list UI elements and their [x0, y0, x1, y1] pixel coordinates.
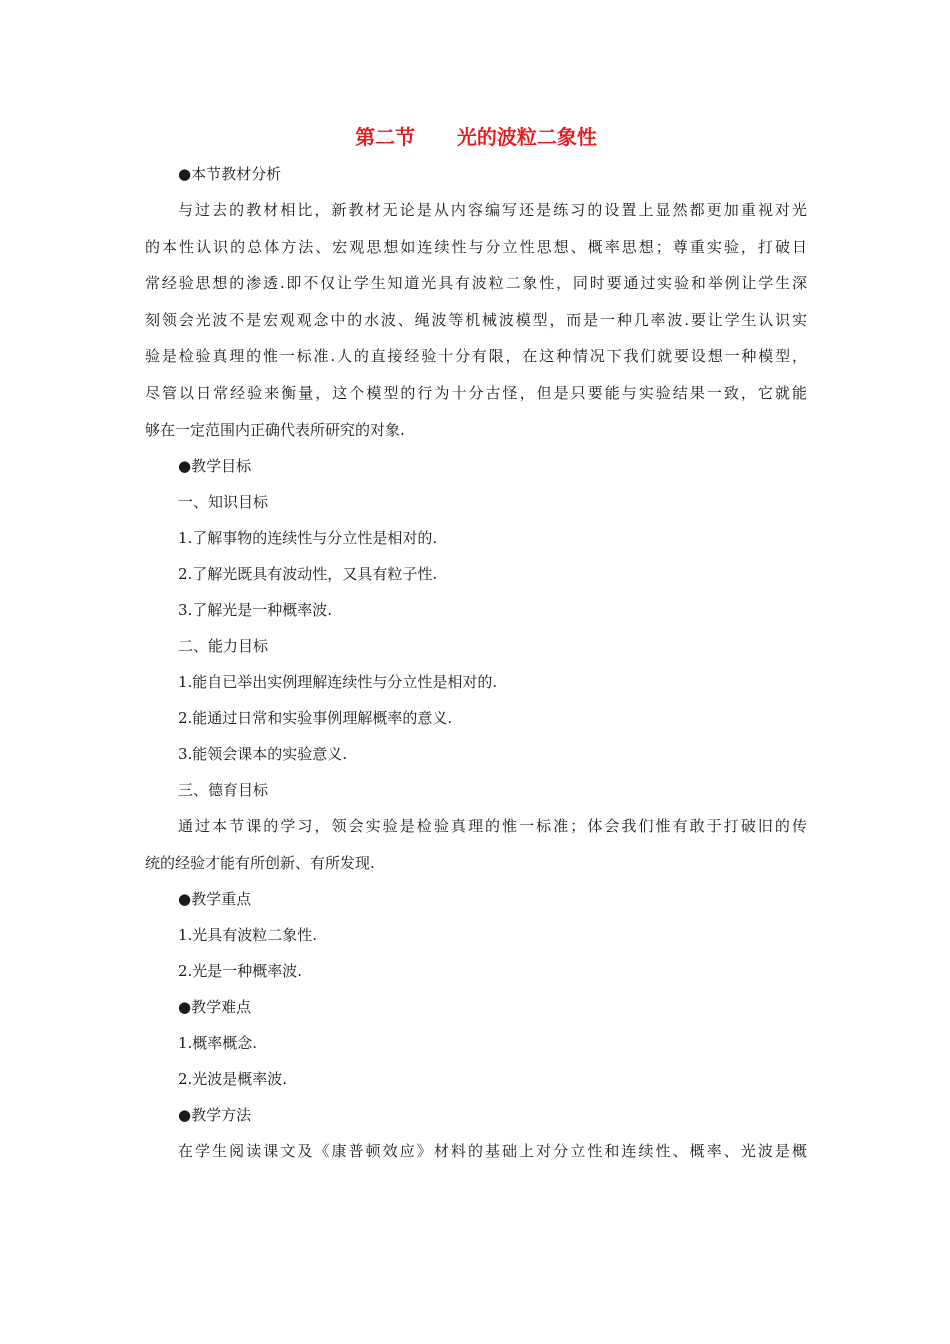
list-item: 1.概率概念. [178, 1034, 258, 1053]
list-item: 3.了解光是一种概率波. [178, 601, 333, 620]
paragraph-line: 的本性认识的总体方法、宏观思想如连续性与分立性思想、概率思想；尊重实验，打破日 [145, 237, 807, 256]
list-item: 2.能通过日常和实验事例理解概率的意义. [178, 709, 453, 728]
paragraph-line: 常经验思想的渗透.即不仅让学生知道光具有波粒二象性，同时要通过实验和举例让学生深 [145, 274, 807, 293]
list-item: 1.了解事物的连续性与分立性是相对的. [178, 529, 438, 548]
list-item: 3.能领会课本的实验意义. [178, 745, 348, 764]
section-heading-methods: ●教学方法 [178, 1106, 252, 1125]
paragraph-line: 在学生阅读课文及《康普顿效应》材料的基础上对分立性和连续性、概率、光波是概 [178, 1142, 807, 1161]
paragraph-line: 够在一定范围内正确代表所研究的对象. [145, 420, 405, 439]
subheading-ability: 二、能力目标 [178, 637, 269, 656]
list-item: 1.能自已举出实例理解连续性与分立性是相对的. [178, 673, 498, 692]
paragraph-line: 尽管以日常经验来衡量，这个模型的行为十分古怪，但是只要能与实验结果一致，它就能 [145, 383, 807, 402]
section-heading-difficulties: ●教学难点 [178, 998, 252, 1017]
section-heading-analysis: ●本节教材分析 [178, 165, 282, 183]
page-title: 第二节 光的波粒二象性 [355, 125, 597, 149]
list-item: 2.光波是概率波. [178, 1070, 288, 1089]
list-item: 1.光具有波粒二象性. [178, 926, 318, 945]
paragraph-line: 验是检验真理的惟一标准.人的直接经验十分有限，在这种情况下我们就要设想一种模型， [145, 347, 807, 366]
subheading-knowledge: 一、知识目标 [178, 493, 269, 512]
section-heading-key-points: ●教学重点 [178, 890, 252, 909]
paragraph-line: 统的经验才能有所创新、有所发现. [145, 853, 375, 872]
analysis-paragraph [145, 192, 807, 448]
document-page [145, 118, 807, 1170]
list-item: 2.了解光既具有波动性，又具有粒子性. [178, 565, 438, 584]
methods-paragraph [145, 1133, 807, 1170]
section-heading-goals: ●教学目标 [178, 457, 252, 476]
moral-paragraph [145, 808, 807, 881]
subheading-moral: 三、德育目标 [178, 781, 269, 800]
paragraph-line: 与过去的教材相比，新教材无论是从内容编写还是练习的设置上显然都更加重视对光 [178, 201, 807, 219]
paragraph-line: 通过本节课的学习，领会实验是检验真理的惟一标准；体会我们惟有敢于打破旧的传 [178, 817, 807, 836]
list-item: 2.光是一种概率波. [178, 962, 303, 981]
paragraph-line: 刻领会光波不是宏观观念中的水波、绳波等机械波模型，而是一种几率波.要让学生认识实 [145, 310, 807, 329]
